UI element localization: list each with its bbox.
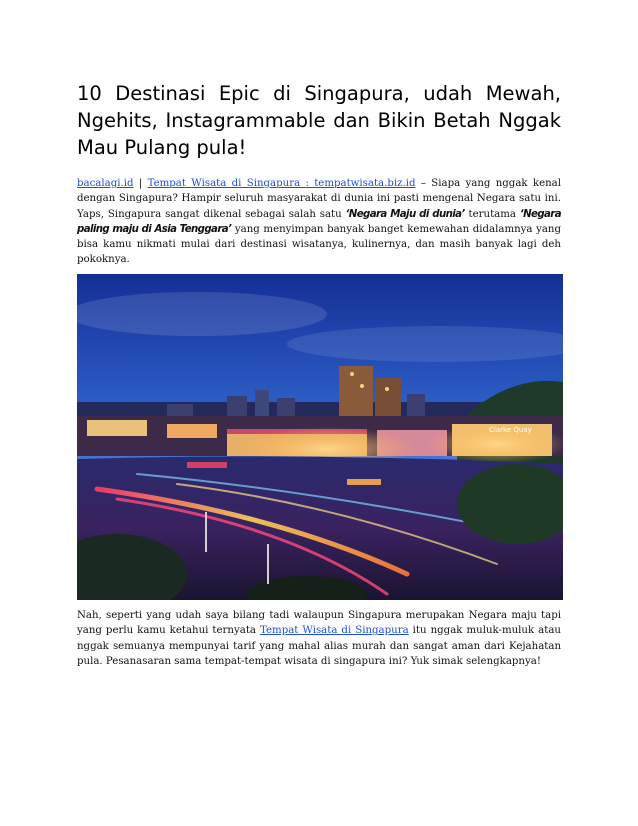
link-separator: | xyxy=(133,178,148,189)
emphasis-asia-tenggara: ‘Negara paling maju di Asia Tenggara’ xyxy=(77,208,561,235)
boat xyxy=(347,479,381,485)
boat xyxy=(187,462,227,468)
closing-paragraph xyxy=(77,608,561,669)
intro-text-2: terutama xyxy=(464,208,520,220)
tempat-wisata-link[interactable]: Tempat Wisata di Singapura : tempatwisata.biz.id xyxy=(147,178,416,189)
tempat-wisata-singapura-link[interactable]: Tempat Wisata di Singapura xyxy=(260,625,409,637)
clarke-quay-sign: Clarke Quay xyxy=(489,426,532,434)
intro-text-3: yang menyimpan banyak banget kemewahan didalamnya yang bisa kamu nikmati mulai dari destinasi wisatanya, kulinernya, dan masih banyak lagi deh pokoknya. xyxy=(77,223,562,266)
emphasis-negara-maju: ‘Negara Maju di dunia’ xyxy=(345,208,465,220)
cloud xyxy=(77,292,327,336)
source-link[interactable]: bacalagi.id xyxy=(77,178,134,189)
lamp-post xyxy=(205,512,207,552)
intro-paragraph xyxy=(77,176,561,268)
closing-text-1: Nah, seperti yang udah saya bilang tadi walaupun Singapura merupakan Negara maju tapi yang perlu kamu ketahui ternyata xyxy=(77,610,561,637)
lamp-post xyxy=(267,544,269,584)
closing-text-2: itu nggak muluk-muluk atau nggak semuanya mempunyai tarif yang mahal alias murah dan sangat aman dari Kejahatan pula. Pesanasaran sama tempat-tempat wisata di singapura ini? Yuk simak selengkapnya! xyxy=(77,625,561,667)
intro-text-1: – Siapa yang nggak kenal dengan Singapura? Hampir seluruh masyarakat di dunia ini pasti mengenal Negara satu ini. Yaps, Singapura sangat dikenal sebagai salah satu xyxy=(77,178,561,220)
clarke-quay-night-photo xyxy=(77,274,563,600)
article-title: 10 Destinasi Epic di Singapura, udah Mewah, Ngehits, Instagrammable dan Bikin Betah Nggak Mau Pulang pula! xyxy=(77,82,561,159)
